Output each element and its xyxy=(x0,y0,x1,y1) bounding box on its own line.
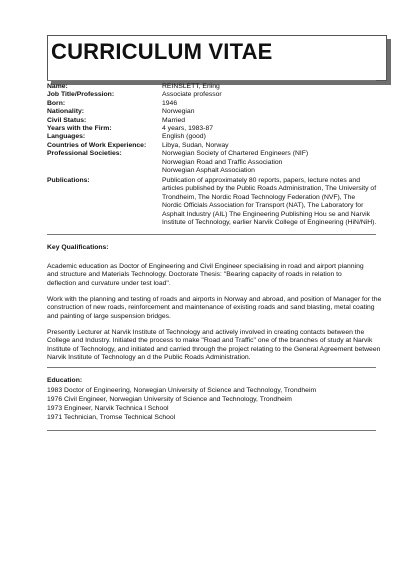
qualification-line: Narvik Institute of Technology an d the Public Roads Administration. xyxy=(47,354,251,362)
field-value-job-title: Associate professor xyxy=(162,91,222,99)
divider-top xyxy=(47,80,376,81)
field-value-societies-2: Norwegian Road and Traffic Association xyxy=(162,158,283,166)
field-label-countries: Countries of Work Experience: xyxy=(47,141,147,149)
field-value-languages: English (good) xyxy=(162,133,206,141)
qualifications-heading: Key Qualifications: xyxy=(47,244,109,251)
publications-line: Trondheim, The Nordic Road Technology Federation (NVF), The xyxy=(162,193,356,201)
field-label-languages: Languages: xyxy=(47,133,86,141)
title-banner xyxy=(47,35,387,81)
publications-line: Institute of Technology, earlier Narvik College of Engineering (HiN/NiH). xyxy=(162,219,377,227)
field-label-years: Years with the Firm: xyxy=(47,125,112,132)
education-item: 1983 Doctor of Engineering, Norwegian University of Science and Technology, Trondheim xyxy=(47,387,317,394)
publications-line: Nordic Officials Association for Transport (NAT), The Laboratory for xyxy=(162,202,364,210)
field-label-societies: Professional Societies: xyxy=(47,150,122,158)
qualification-line: and painting of large suspension bridges. xyxy=(47,312,171,320)
field-value-societies: Norwegian Society of Chartered Engineers (NIF) xyxy=(162,150,309,158)
education-item: 1971 Technician, Tromse Technical School xyxy=(47,414,176,421)
qualification-line: Work with the planning and testing of roads and airports in Norway and abroad, and position of Manager for the xyxy=(47,296,382,303)
education-item: 1976 Civil Engineer, Norwegian University of Science and Technology, Trondheim xyxy=(47,396,292,403)
qualification-line: construction of new roads, reinforcement and maintenance of existing roads and sand blasting, metal coating xyxy=(47,304,375,312)
divider-bottom xyxy=(47,430,376,431)
divider-education xyxy=(47,367,376,368)
field-value-societies-3: Norwegian Asphalt Association xyxy=(162,167,255,174)
qualification-line: Presently Lecturer at Narvik Institute of Technology and actively involved in creating contacts between the xyxy=(47,329,365,336)
field-value-nationality: Norwegian xyxy=(162,108,195,116)
divider-qualifications xyxy=(47,234,376,235)
education-heading: Education: xyxy=(47,377,83,384)
field-label-name: Name: xyxy=(47,83,68,90)
publications-text xyxy=(162,177,378,227)
field-value-name: REINSLETT, Erling xyxy=(162,83,220,90)
education-item: 1973 Engineer, Narvik Technica l School xyxy=(47,405,169,412)
field-value-years: 4 years, 1983-87 xyxy=(162,125,214,132)
qualification-line: Institute of Technology, and initiated and carried through the project relating to the General Agreement between xyxy=(47,345,381,353)
publications-line: Asphalt Industry (AIL) The Engineering Publishing Hou se and Narvik xyxy=(162,210,371,218)
qualification-line: College and Industry. Initiated the process to make "Road and Traffic" one of the branches of study at Narvik xyxy=(47,337,373,345)
field-value-born: 1946 xyxy=(162,99,178,107)
qualification-line: deflection and curvature under test load". xyxy=(47,279,171,287)
qualification-line: Academic education as Doctor of Engineering and Civil Engineer specialising in road and airport planning xyxy=(47,263,364,270)
publications-line: articles published by the Public Roads Administration, The University of xyxy=(162,185,377,193)
field-label-civil-status: Civil Status: xyxy=(47,116,87,124)
publications-label: Publications: xyxy=(47,177,90,184)
field-label-nationality: Nationality: xyxy=(47,108,85,116)
field-label-job-title: Job Title/Profession: xyxy=(47,91,115,99)
field-label-born: Born: xyxy=(47,99,66,107)
field-value-civil-status: Married xyxy=(162,116,186,124)
page-title: CURRICULUM VITAE xyxy=(51,39,273,64)
field-value-countries: Libya, Sudan, Norway xyxy=(162,141,229,149)
qualification-line: and structure and Materials Technology. Doctorate Thesis: "Bearing capacity of roads in relation to xyxy=(47,271,342,279)
publications-line: Publication of approximately 80 reports, papers, lecture notes and xyxy=(162,177,360,184)
